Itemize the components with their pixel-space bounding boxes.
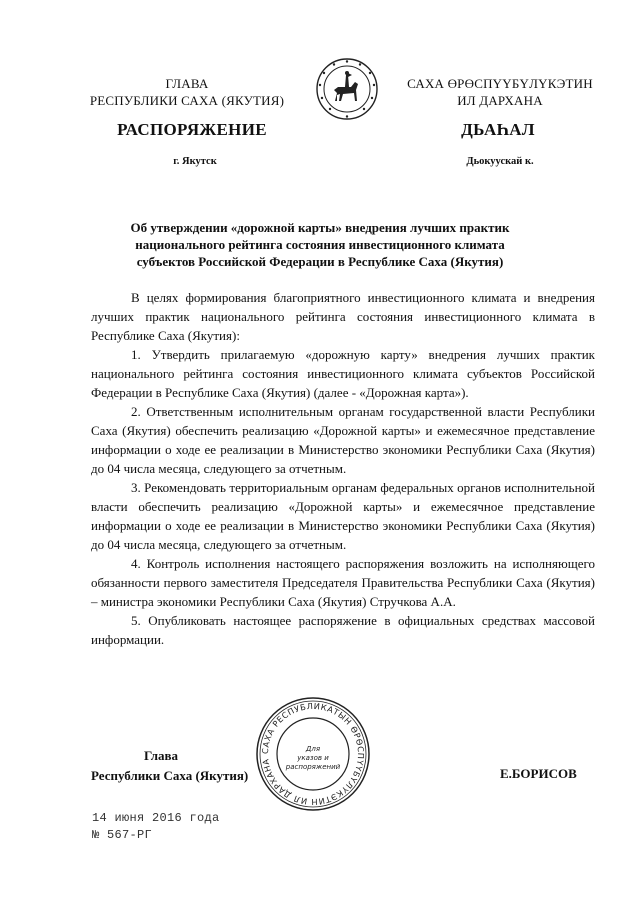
coat-of-arms-icon [315,57,379,121]
stamp-center-line1: Для [305,745,321,753]
stamp-center-line3: распоряжений [285,763,341,771]
header-left-line1: ГЛАВА [165,76,209,91]
signature-title-line2: Республики Саха (Якутия) [91,768,249,783]
header-right [394,75,606,109]
title-line1: Об утверждении «дорожной карты» внедрения лучших практик [130,220,510,235]
doc-type-left: РАСПОРЯЖЕНИЕ [117,120,267,139]
stamp-ring-text: САХА РЕСПУБЛИКАТЫН ӨРӨСПҮҮБҮЛҮКЭТИН ИЛ ДАРХАНА [259,700,367,808]
item-4: 4. Контроль исполнения настоящего распоряжения возложить на исполняющего обязанности первого заместителя Председателя Правительства Республики Саха (Якутия) – министра экономики Республики Саха (Якутия) Стручкова А.А. [91,556,595,609]
document-body [91,288,595,649]
doc-type-right: ДЬАҺАЛ [461,120,535,139]
item-5: 5. Опубликовать настоящее распоряжение в официальных средствах массовой информации. [91,613,595,647]
document-title [100,219,540,270]
header-left-line2: РЕСПУБЛИКИ САХА (ЯКУТИЯ) [89,93,285,108]
header-left [80,75,294,109]
signature-title [91,746,291,786]
item-3: 3. Рекомендовать территориальным органам федеральных органов исполнительной власти обеспечить реализацию «Дорожной карты» и ежемесячное представление информации о ходе ее реализации в Министерство экономики Республики Саха (Якутия) до 04 числа месяца, следующего за отчетным. [91,480,595,552]
document-date: 14 июня 2016 года [92,811,220,825]
intro-paragraph: В целях формирования благоприятного инвестиционного климата и внедрения лучших практик национального рейтинга состояния инвестиционного климата в Республике Саха (Якутия): [91,290,595,343]
title-line2: национального рейтинга состояния инвестиционного климата [135,237,505,252]
city-right: Дьокуускай к. [466,156,534,167]
document-number: № 567-РГ [92,828,153,842]
header-right-line2: ИЛ ДАРХАНА [457,93,543,108]
title-line3: субъектов Российской Федерации в Республике Саха (Якутия) [136,254,504,269]
coat-of-arms-emblem [315,57,379,121]
item-2: 2. Ответственным исполнительным органам государственной власти Республики Саха (Якутия) обеспечить реализацию «Дорожной карты» и ежемесячное представление информации о ходе ее реализации в Министерство экономики Республики Саха (Якутия) до 04 числа месяца, следующего за отчетным. [91,404,595,476]
stamp-center-line2: указов и [297,754,329,762]
city-left: г. Якутск [173,156,217,167]
header-right-line1: САХА ӨРӨСПҮҮБҮЛҮКЭТИН [407,76,593,91]
signature-title-line1: Глава [143,748,179,763]
item-1: 1. Утвердить прилагаемую «дорожную карту» внедрения лучших практик национального рейтинга состояния инвестиционного климата субъектов Российской Федерации в Республике Саха (Якутия) (далее - «Дорожная карта»). [91,347,595,400]
signatory-name: Е.БОРИСОВ [500,766,577,781]
